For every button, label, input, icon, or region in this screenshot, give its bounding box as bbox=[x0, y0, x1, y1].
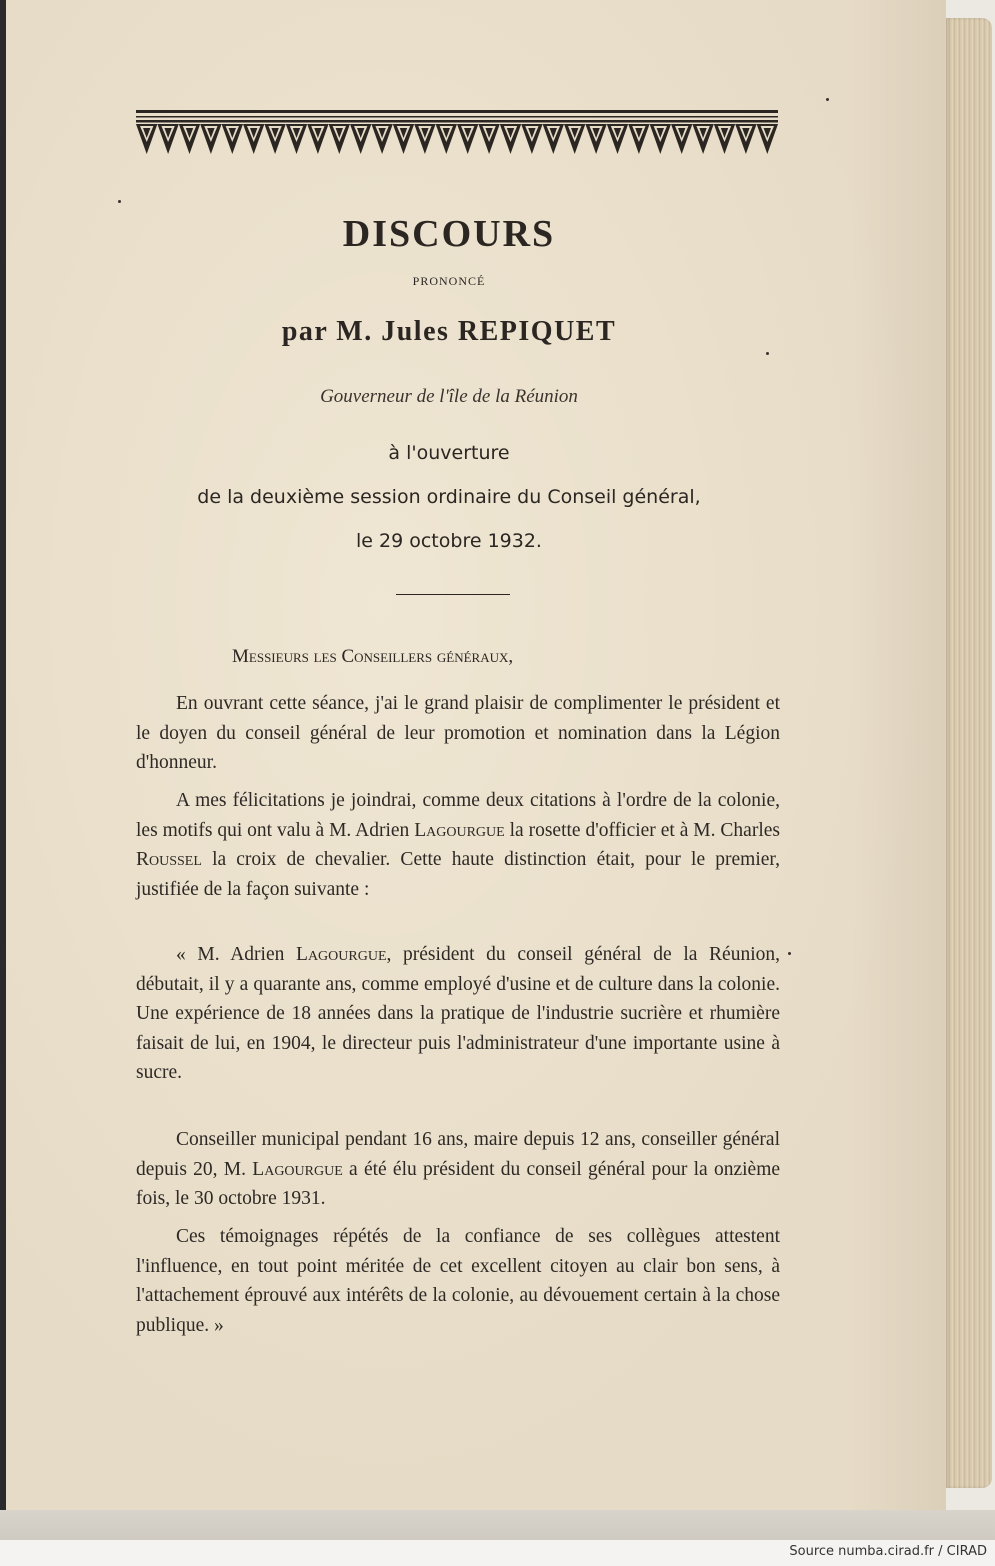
book-page bbox=[6, 0, 946, 1510]
paragraph-2-text-a: A mes félicitations je joindrai, comme deux citations à l'ordre de la colonie, les motifs qui ont valu à M. Adrien bbox=[136, 790, 780, 841]
speaker-role: Gouverneur de l'île de la Réunion bbox=[320, 386, 578, 407]
paper-speck bbox=[788, 952, 791, 955]
paper-speck bbox=[766, 352, 769, 355]
decorative-frieze-ornament bbox=[136, 110, 778, 158]
occasion-line-2: de la deuxième session ordinaire du Conseil général, bbox=[197, 486, 701, 508]
occasion-date: le 29 octobre 1932. bbox=[356, 530, 542, 552]
paragraph-4 bbox=[136, 1125, 780, 1214]
separator-rule bbox=[396, 594, 510, 595]
paragraph-3-text-b: , président du conseil général de la Réunion, débutait, il y a quarante ans, comme employé d'usine et de culture dans la colonie. Une expérience de 18 années dans la pratique de l'industrie sucrière et rhumière faisait de lui, en 1904, le directeur puis l'administrateur d'une importante usine à sucre. bbox=[136, 944, 780, 1083]
source-credit: Source numba.cirad.fr / CIRAD bbox=[789, 1544, 987, 1559]
speaker-name: par M. Jules REPIQUET bbox=[281, 316, 617, 347]
paragraph-2 bbox=[136, 786, 780, 904]
occasion-line-1: à l'ouverture bbox=[388, 442, 510, 464]
salutation: Messieurs les Conseillers généraux, bbox=[232, 646, 514, 667]
paragraph-3-citation bbox=[136, 940, 780, 1088]
person-name-lagourgue: Lagourgue bbox=[296, 944, 387, 965]
paragraph-2-text-c: la croix de chevalier. Cette haute distinction était, pour le premier, justifiée de la façon suivante : bbox=[136, 849, 780, 900]
person-name-roussel: Roussel bbox=[136, 849, 202, 870]
paragraph-2-text-b: la rosette d'officier et à M. Charles bbox=[509, 819, 780, 841]
paragraph-4-text-b: a été élu président du conseil général pour la onzième fois, le 30 octobre 1931. bbox=[136, 1158, 781, 1209]
paper-speck bbox=[118, 200, 121, 203]
subtitle: PRONONCÉ bbox=[412, 274, 486, 288]
paragraph-3-text-a: « M. Adrien bbox=[176, 944, 285, 965]
paragraph-1: En ouvrant cette séance, j'ai le grand plaisir de complimenter le président et le doyen du conseil général de leur promotion et nomination dans la Légion d'honneur. bbox=[136, 693, 780, 773]
binding-edge bbox=[0, 0, 6, 1540]
person-name-lagourgue: Lagourgue bbox=[252, 1158, 343, 1180]
person-name-lagourgue: Lagourgue bbox=[414, 819, 505, 841]
page-title: DISCOURS bbox=[342, 213, 556, 255]
paragraph-5: Ces témoignages répétés de la confiance de ses collègues attestent l'influence, en tout point méritée de cet excellent citoyen au clair bon sens, à l'attachement éprouvé aux intérêts de la colonie, au dévouement certain à la chose publique. » bbox=[136, 1226, 780, 1336]
paragraph-4-text-a: Conseiller municipal pendant 16 ans, maire depuis 12 ans, conseiller général depuis 20, M. bbox=[136, 1129, 780, 1180]
scan-bottom-margin bbox=[0, 1510, 995, 1540]
paper-speck bbox=[826, 98, 829, 101]
page-edges-stack bbox=[946, 18, 992, 1488]
